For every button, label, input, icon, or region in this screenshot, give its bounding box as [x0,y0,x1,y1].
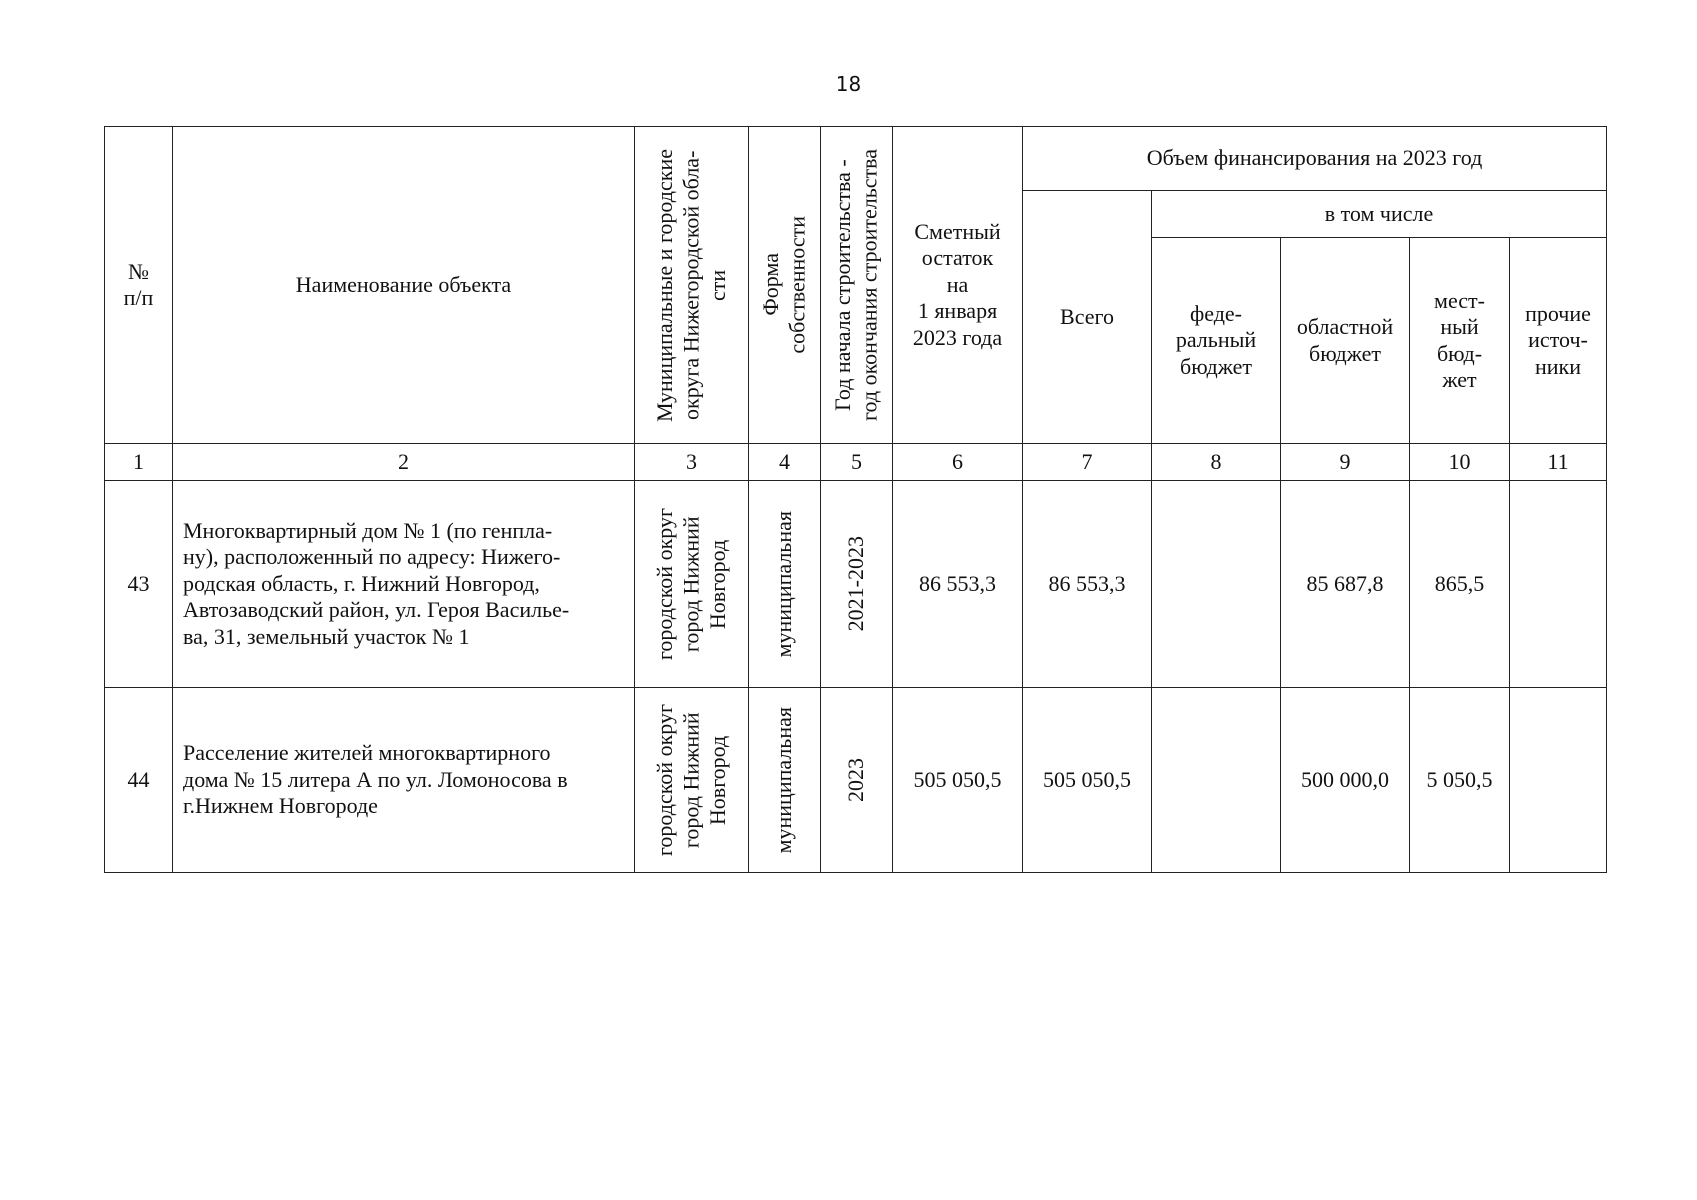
header-regional: областной бюджет [1281,238,1410,444]
header-municipality-text: Муниципальные и городские округа Нижегородской обла- сти [651,148,730,422]
column-number: 6 [893,444,1023,481]
header-years-text: Год начала строительства - год окончания строительства [830,149,882,421]
municipality-text: городской округ город Нижний Новгород [651,703,730,857]
object-name-text: Расселение жителей многоквартирного дома № 15 литера А по ул. Ломоносова в г.Нижнем Новгороде [183,740,568,819]
row-num: 43 [105,481,173,688]
other-value [1510,481,1607,688]
table-row [105,688,1607,873]
estimate-value: 505 050,5 [893,688,1023,873]
column-number: 4 [749,444,821,481]
municipality-text: городской округ город Нижний Новгород [651,507,730,661]
header-municipality [635,127,749,444]
column-number: 10 [1410,444,1510,481]
total-value: 505 050,5 [1023,688,1152,873]
regional-value: 85 687,8 [1281,481,1410,688]
object-name-text: Многоквартирный дом № 1 (по генпла- ну), расположенный по адресу: Нижего- родская область, г. Нижний Новгород, Автозаводский район, ул. Героя Василье- ва, 31, земельный участок № 1 [183,518,570,649]
estimate-value: 86 553,3 [893,481,1023,688]
column-number: 11 [1510,444,1607,481]
page-number: 18 [835,72,862,96]
years-text: 2021-2023 [843,536,869,632]
ownership-cell [749,481,821,688]
header-name: Наименование объекта [173,127,635,444]
column-number: 7 [1023,444,1152,481]
header-ownership [749,127,821,444]
ownership-text: муниципальная [771,706,797,854]
column-number: 5 [821,444,893,481]
other-value [1510,688,1607,873]
column-number: 8 [1152,444,1281,481]
object-name [173,688,635,873]
object-name [173,481,635,688]
header-total: Всего [1023,191,1152,444]
header-num: № п/п [105,127,173,444]
construction-financing-table [104,126,1607,873]
header-federal: феде- ральный бюджет [1152,238,1281,444]
local-value: 5 050,5 [1410,688,1510,873]
years-cell [821,481,893,688]
column-number: 3 [635,444,749,481]
column-number: 1 [105,444,173,481]
years-cell [821,688,893,873]
total-value: 86 553,3 [1023,481,1152,688]
column-number: 2 [173,444,635,481]
header-local: мест- ный бюд- жет [1410,238,1510,444]
header-ownership-text: Форма собственности [758,216,810,354]
municipality-cell [635,688,749,873]
column-number-row [105,444,1607,481]
ownership-text: муниципальная [771,510,797,658]
column-number: 9 [1281,444,1410,481]
row-num: 44 [105,688,173,873]
header-financing: Объем финансирования на 2023 год [1023,127,1607,191]
table-row [105,481,1607,688]
local-value: 865,5 [1410,481,1510,688]
header-including: в том числе [1152,191,1607,238]
years-text: 2023 [843,758,869,802]
federal-value [1152,688,1281,873]
ownership-cell [749,688,821,873]
header-other: прочие источ- ники [1510,238,1607,444]
header-years [821,127,893,444]
federal-value [1152,481,1281,688]
header-estimate: Сметный остаток на 1 января 2023 года [893,127,1023,444]
municipality-cell [635,481,749,688]
header-row [105,127,1607,191]
regional-value: 500 000,0 [1281,688,1410,873]
